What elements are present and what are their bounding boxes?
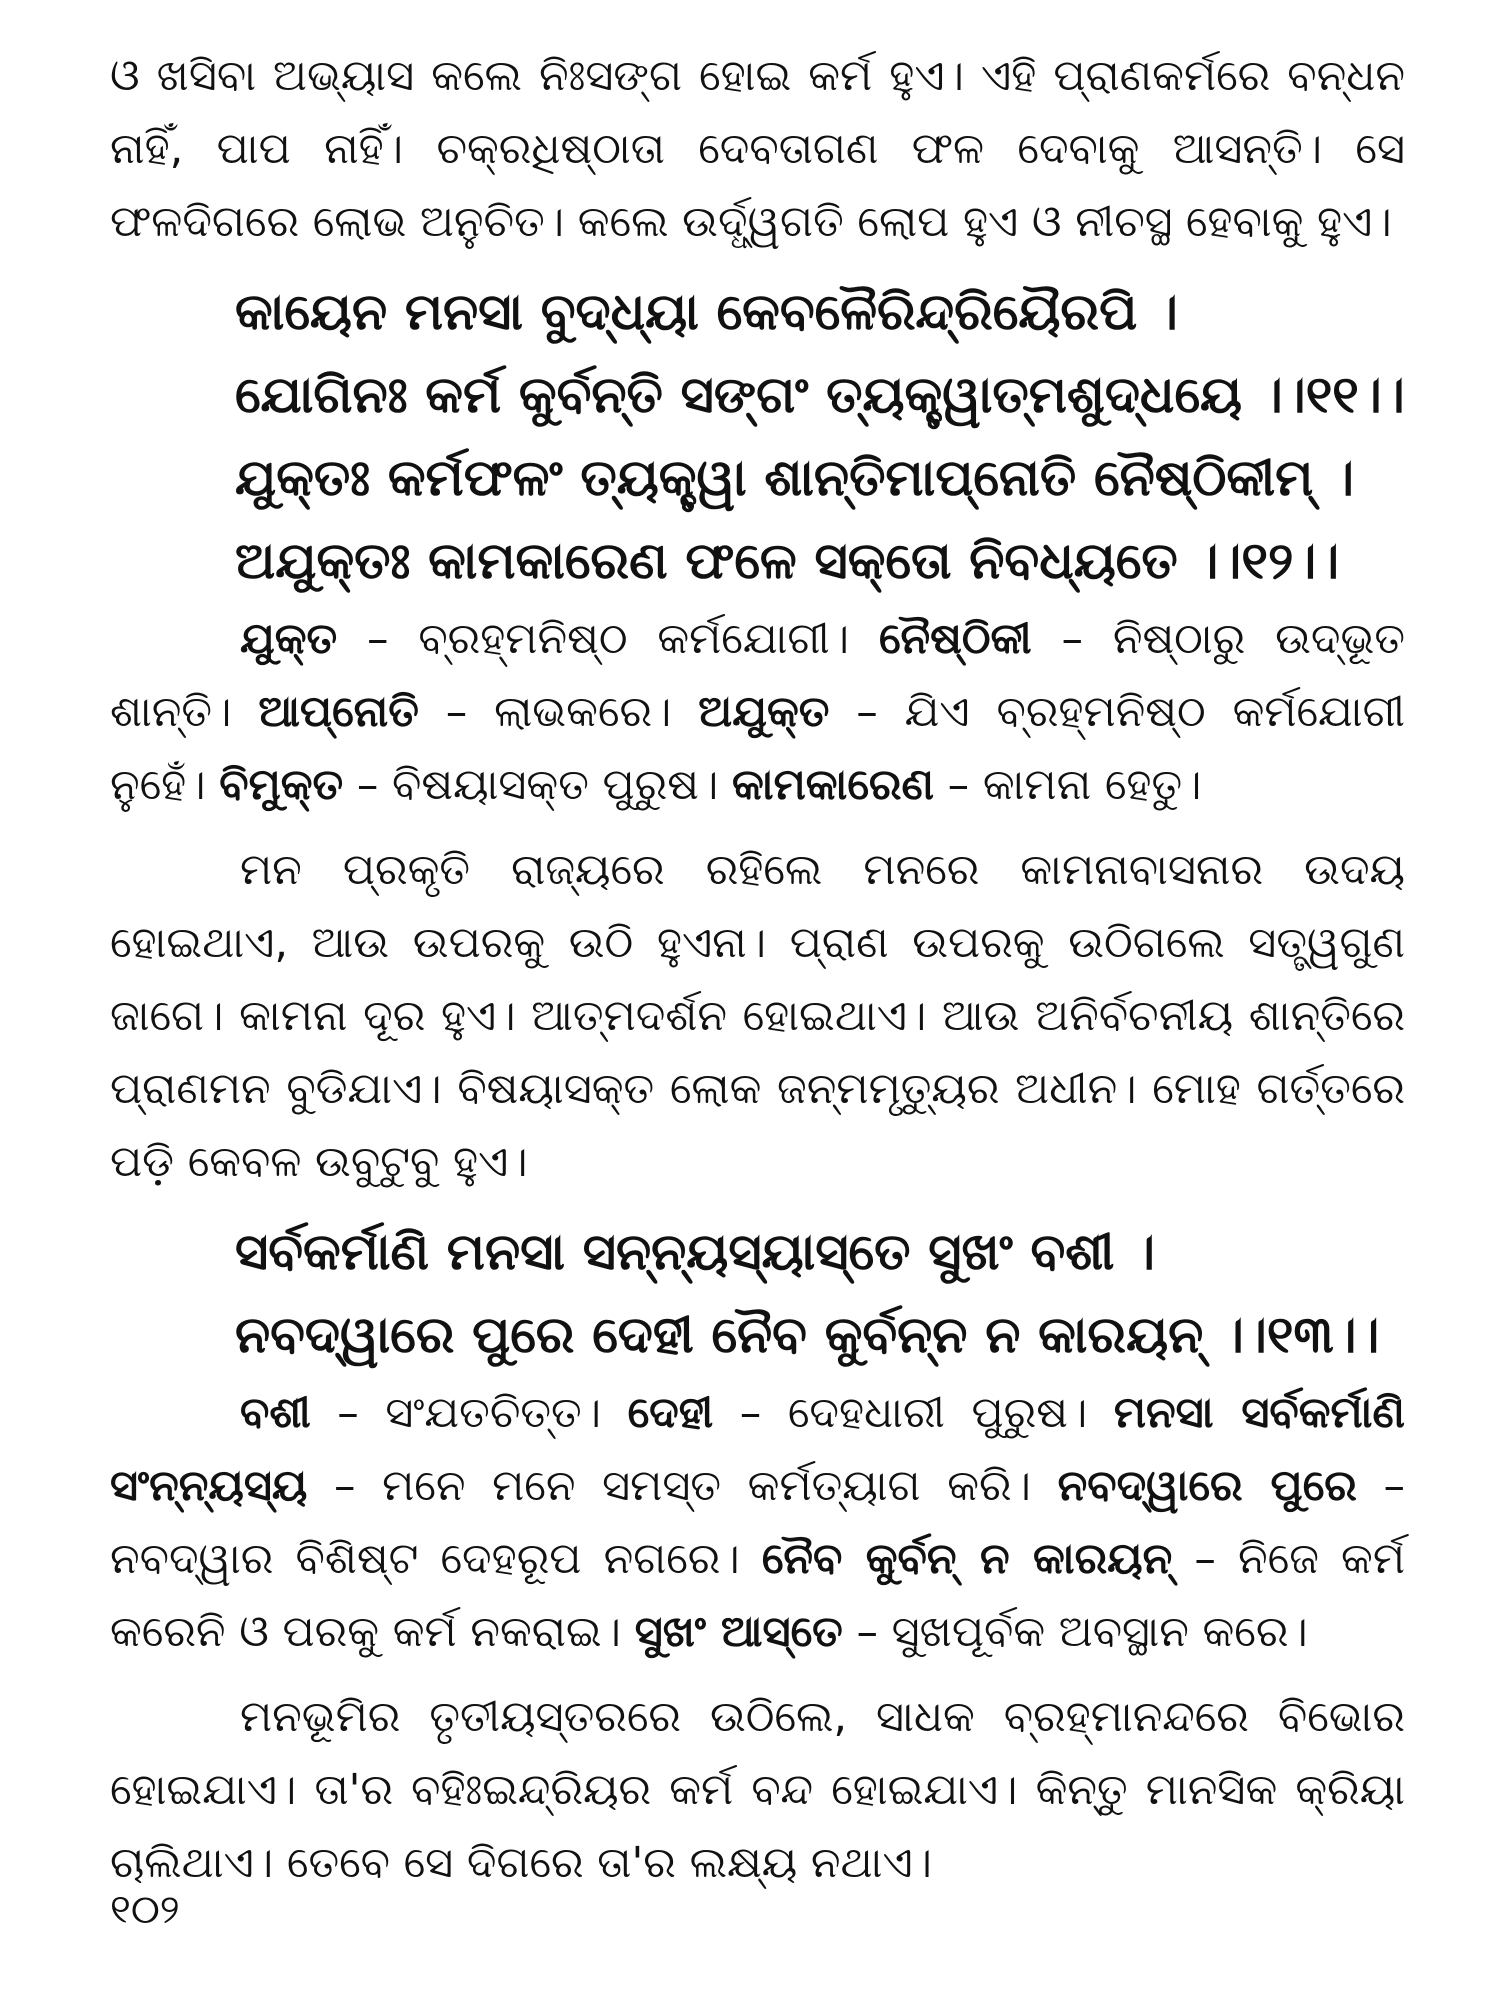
gloss-term: ଆପ୍ନୋତି: [258, 687, 419, 737]
gloss-meaning: – ସୁଖପୂର୍ବକ ଅବସ୍ଥାନ କରେ।: [842, 1607, 1308, 1657]
gloss-meaning: – କାମନା ହେତୁ।: [934, 760, 1202, 810]
gloss-meaning: – ସଂଯତଚିତ୍ତ।: [310, 1388, 628, 1438]
verse-line: କାୟେନ ମନସା ବୁଦ୍ଧ୍ୟା କେବଳୈରିନ୍ଦ୍ରିୟୈରପି ।: [235, 283, 1178, 342]
paragraph-3: ମନଭୂମିର ତୃତୀୟସ୍ତରରେ ଉଠିଲେ, ସାଧକ ବ୍ରହ୍ମାନନ୍ଦରେ ବିଭୋର ହୋଇଯାଏ। ତା'ର ବହିଃଇନ୍ଦ୍ରିୟର କର୍ମ ବନ୍ଦ ହୋଇଯାଏ। କିନ୍ତୁ ମାନସିକ କ୍ରିୟା ଚାଲିଥାଏ। ତେବେ ସେ ଦିଗରେ ତା'ର ଲକ୍ଷ୍ୟ ନଥାଏ।: [110, 1692, 1405, 1888]
gloss-term: ମନସା ସର୍ବକର୍ମାଣି ସଂନ୍ନ୍ୟସ୍ୟ: [110, 1388, 1405, 1511]
word-meanings-1: [110, 603, 1405, 822]
gloss-meaning: – ନବଦ୍ୱାର ବିଶିଷ୍ଟ ଦେହରୂପ ନଗରେ।: [110, 1461, 1406, 1584]
page-number: ୧୦୨: [110, 1887, 180, 1933]
gloss-term: ଅଯୁକ୍ତ: [698, 687, 830, 737]
gloss-term: ନବଦ୍ୱାରେ ପୁରେ: [1057, 1461, 1357, 1511]
gloss-meaning: – ନିଜେ କର୍ମ କରେନି ଓ ପରକୁ କର୍ମ ନକରାଇ।: [110, 1534, 1405, 1657]
gloss-term: ଯୁକ୍ତ: [240, 614, 338, 664]
gloss-meaning: – ଯିଏ ବ୍ରହ୍ମନିଷ୍ଠ କର୍ମଯୋଗୀ ନୁହେଁ।: [110, 687, 1405, 810]
gloss-term: କାମକାରେଣ: [732, 760, 935, 810]
gloss-term: ବଶୀ: [240, 1388, 311, 1438]
verse-line: ଯୋଗିନଃ କର୍ମ କୁର୍ବନ୍ତି ସଙ୍ଗଂ ତ୍ୟକ୍ତ୍ୱାତ୍ମଶୁଦ୍ଧୟେ ।।୧୧।।: [235, 366, 1405, 425]
verse-block-13: [110, 1211, 1405, 1377]
paragraph-1: ଓ ଖସିବା ଅଭ୍ୟାସ କଲେ ନିଃସଙ୍ଗ ହୋଇ କର୍ମ ହୁଏ। ଏହି ପ୍ରାଣକର୍ମରେ ବନ୍ଧନ ନାହିଁ, ପାପ ନାହିଁ। ଚକ୍ରଧିଷ୍ଠାତା ଦେବତାଗଣ ଫଳ ଦେବାକୁ ଆସନ୍ତି। ସେ ଫଳଦିଗରେ ଲୋଭ ଅନୁଚିତ। କଲେ ଉର୍ଦ୍ଧ୍ୱଗତି ଲୋପ ହୁଏ ଓ ନୀଚସ୍ଥ ହେବାକୁ ହୁଏ।: [110, 51, 1405, 247]
gloss-term: ସୁଖଂ ଆସ୍ତେ: [634, 1607, 843, 1657]
gloss-meaning: – ବ୍ରହ୍ମନିଷ୍ଠ କର୍ମଯୋଗୀ।: [337, 614, 879, 664]
gloss-term: ନୈବ କୁର୍ବନ୍ ନ କାରୟନ୍: [761, 1534, 1173, 1584]
gloss-term: ନୈଷ୍ଠିକୀ: [878, 614, 1032, 664]
verse-line: ସର୍ବକର୍ମାଣି ମନସା ସନ୍ନ୍ୟସ୍ୟାସ୍ତେ ସୁଖଂ ବଶୀ ।: [235, 1223, 1156, 1282]
gloss-meaning: – ଲାଭକରେ।: [418, 687, 699, 737]
gloss-meaning: – ନିଷ୍ଠାରୁ ଉଦ୍ଭୂତ ଶାନ୍ତି।: [110, 614, 1405, 737]
verse-line: ଅଯୁକ୍ତଃ କାମକାରେଣ ଫଳେ ସକ୍ତୋ ନିବଧ୍ୟତେ ।।୧୨।।: [235, 532, 1340, 591]
gloss-term: ଦେହୀ: [627, 1388, 714, 1438]
paragraph-2: ମନ ପ୍ରକୃତି ରାଜ୍ୟରେ ରହିଲେ ମନରେ କାମନାବାସନାର ଉଦୟ ହୋଇଥାଏ, ଆଉ ଉପରକୁ ଉଠି ହୁଏନା। ପ୍ରାଣ ଉପରକୁ ଉଠିଗଲେ ସତ୍ତ୍ୱଗୁଣ ଜାଗେ। କାମନା ଦୂର ହୁଏ। ଆତ୍ମଦର୍ଶନ ହୋଇଥାଏ। ଆଉ ଅନିର୍ବଚନୀୟ ଶାନ୍ତିରେ ପ୍ରାଣମନ ବୁଡିଯାଏ। ବିଷୟାସକ୍ତ ଲୋକ ଜନ୍ମମୃତ୍ୟୁର ଅଧୀନ। ମୋହ ଗର୍ତ୍ତରେ ପଡ଼ି କେବଳ ଉବୁଟୁବୁ ହୁଏ।: [110, 845, 1405, 1187]
gloss-term: ବିମୁକ୍ତ: [219, 760, 344, 810]
verse-line: ଯୁକ୍ତଃ କର୍ମଫଳଂ ତ୍ୟକ୍ତ୍ୱା ଶାନ୍ତିମାପ୍ନୋତି ନୈଷ୍ଠିକୀମ୍ ।: [235, 449, 1355, 508]
verse-block-11-12: [110, 271, 1405, 603]
gloss-meaning: – ମନେ ମନେ ସମସ୍ତ କର୍ମତ୍ୟାଗ କରି।: [307, 1461, 1058, 1511]
gloss-meaning: – ଦେହଧାରୀ ପୁରୁଷ।: [713, 1388, 1114, 1438]
gloss-meaning: – ବିଷୟାସକ୍ତ ପୁରୁଷ।: [343, 760, 733, 810]
verse-line: ନବଦ୍ୱାରେ ପୁରେ ଦେହୀ ନୈବ କୁର୍ବନ୍ନ ନ କାରୟନ୍ ।।୧୩।।: [235, 1306, 1380, 1365]
word-meanings-2: [110, 1377, 1405, 1669]
